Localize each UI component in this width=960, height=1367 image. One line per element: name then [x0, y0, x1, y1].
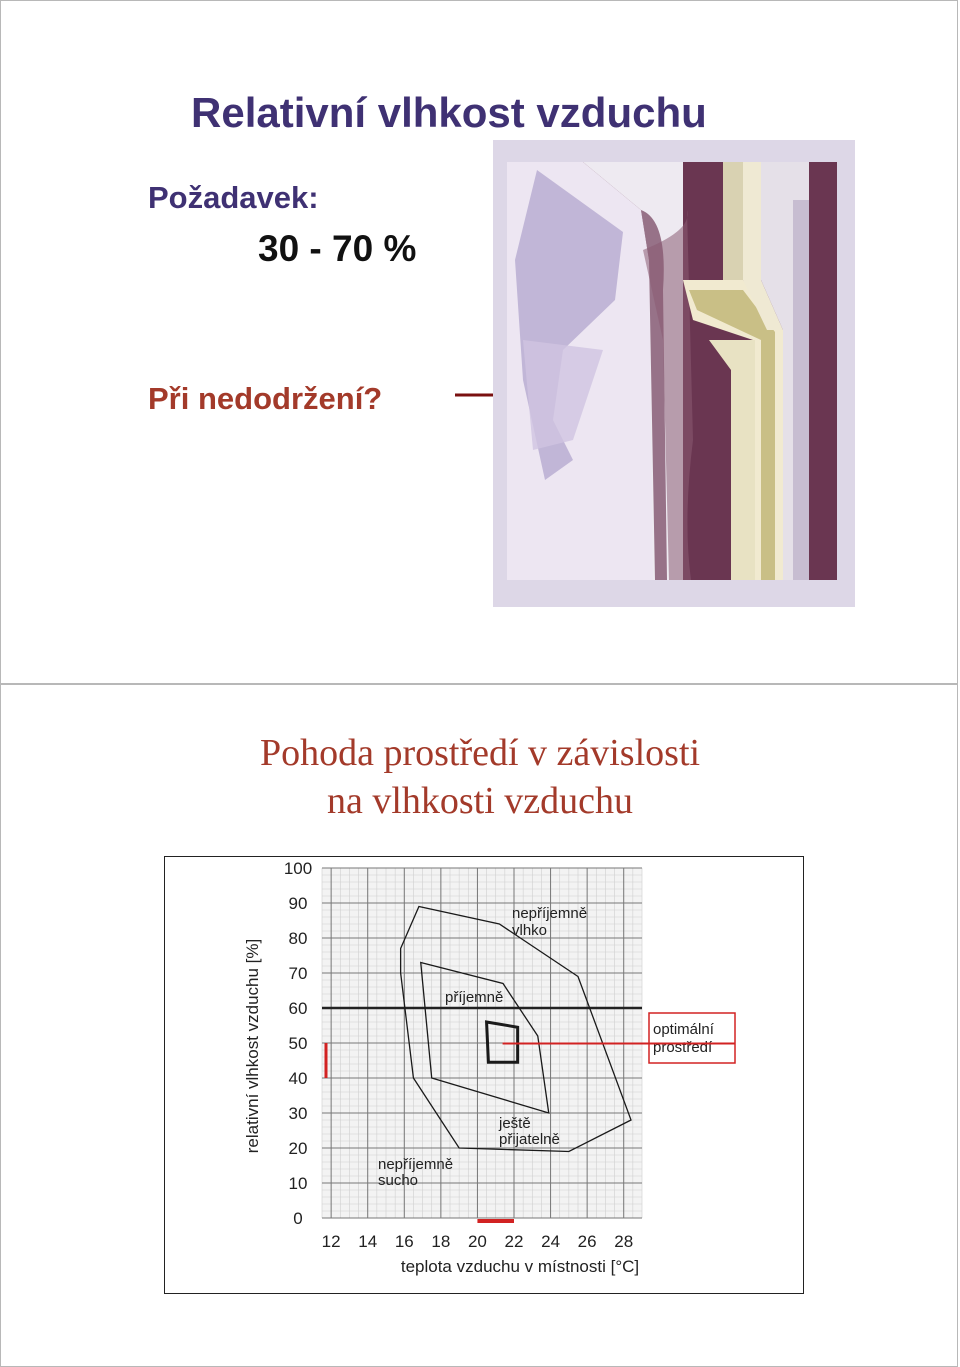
label-still-acceptable: ještě	[499, 1115, 531, 1132]
label-unpleasant-humid: nepříjemně	[512, 905, 588, 922]
y-tick-label: 90	[288, 894, 308, 913]
label-unpleasant-dry-2: sucho	[378, 1172, 419, 1189]
y-tick-label: 20	[288, 1139, 308, 1158]
label-unpleasant-dry: nepříjemně	[378, 1156, 454, 1173]
x-tick-label: 22	[504, 1232, 524, 1251]
x-tick-label: 12	[321, 1232, 341, 1251]
label-pleasant: příjemně	[445, 989, 504, 1006]
x-tick-labels	[322, 1232, 633, 1251]
y-tick-label: 0	[293, 1209, 303, 1228]
question-text: Při nedodržení?	[148, 381, 383, 416]
y-tick-label: 50	[288, 1034, 308, 1053]
requirement-label: Požadavek:	[148, 180, 319, 215]
x-axis-label: teplota vzduchu v místnosti [°C]	[400, 1257, 640, 1276]
y-tick-label: 30	[288, 1104, 308, 1123]
x-tick-label: 24	[541, 1232, 561, 1251]
x-tick-label: 20	[467, 1232, 487, 1251]
y-tick-label: 80	[288, 929, 308, 948]
y-tick-label: 70	[288, 964, 308, 983]
mouldy-window-frame-photo	[493, 140, 855, 607]
x-tick-label: 14	[358, 1232, 378, 1251]
y-tick-label: 10	[288, 1174, 308, 1193]
label-optimal-2: prostředí	[653, 1039, 713, 1056]
slide-title-line2: na vlhkosti vzduchu	[326, 780, 634, 822]
y-tick-label: 60	[288, 999, 308, 1018]
y-tick-label: 40	[288, 1069, 308, 1088]
label-unpleasant-humid-2: vlhko	[512, 922, 548, 939]
comfort-chart	[164, 856, 804, 1294]
y-axis-label: relativní vlhkost vzduchu [%]	[243, 938, 262, 1154]
x-tick-label: 28	[614, 1232, 634, 1251]
slide-title-line1: Pohoda prostředí v závislosti	[259, 732, 701, 774]
x-tick-label: 16	[394, 1232, 414, 1251]
slide-comfort-vs-humidity	[0, 684, 958, 1367]
x-tick-label: 18	[431, 1232, 451, 1251]
requirement-value: 30 - 70 %	[258, 228, 417, 269]
slide-relative-humidity	[0, 0, 958, 684]
label-still-acceptable-2: přijatelně	[499, 1131, 560, 1148]
label-optimal: optimální	[653, 1021, 714, 1038]
slide-title: Relativní vlhkost vzduchu	[191, 89, 707, 136]
y-tick-label: 100	[283, 859, 313, 878]
x-tick-label: 26	[577, 1232, 597, 1251]
